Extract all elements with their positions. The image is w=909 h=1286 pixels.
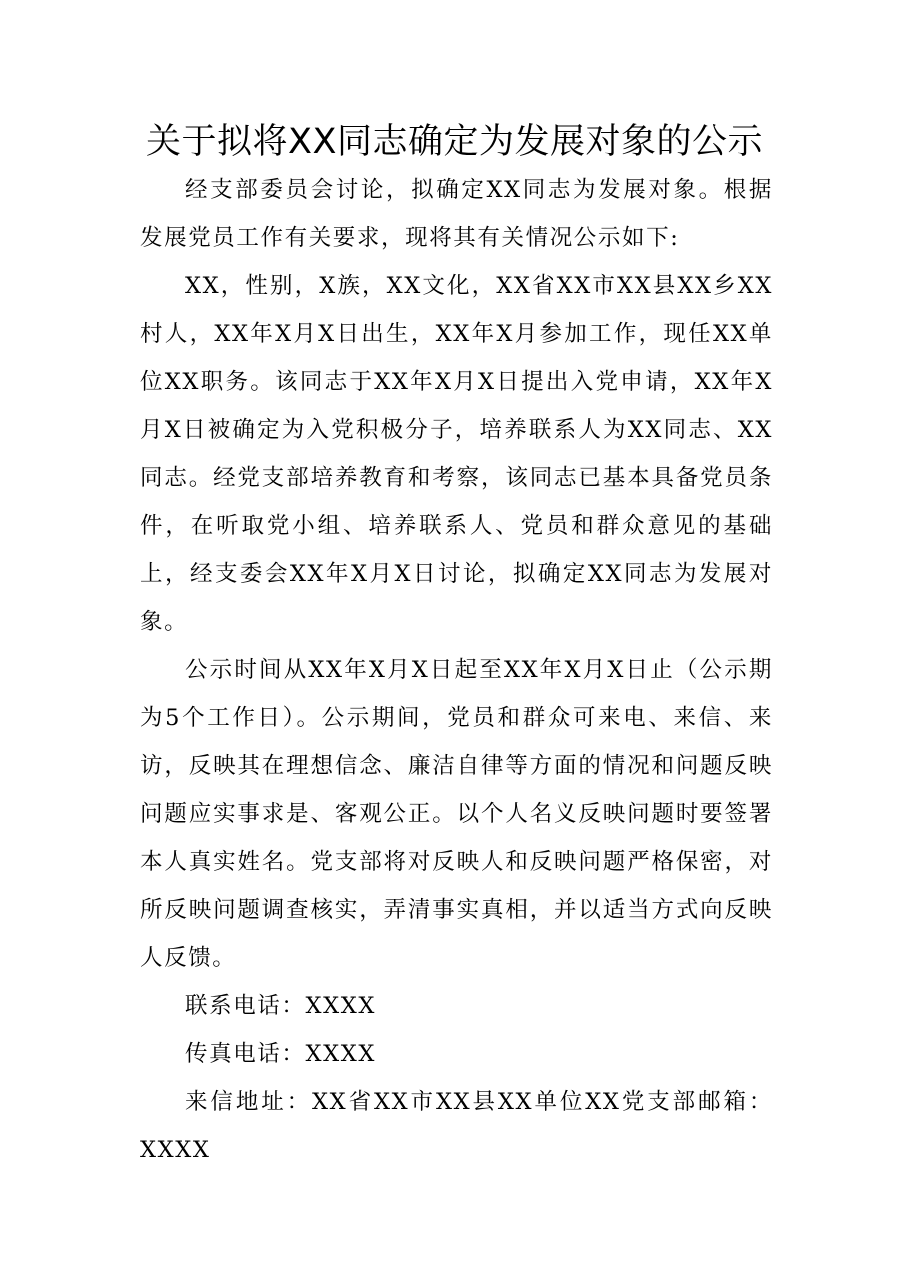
paragraph-publicity-period: 公示时间从XX年X月X日起至XX年X月X日止（公示期为5个工作日）。公示期间，党员和群众可来电、来信、来访，反映其在理想信念、廉洁自律等方面的情况和问题反映问题应实事求是、客观公正。以个人名义反映问题时要签署本人真实姓名。党支部将对反映人和反映问题严格保密，对所反映问题调查核实，弄清事实真相，并以适当方式向反映人反馈。 bbox=[140, 657, 773, 971]
paragraph-candidate-info: XX，性别，X族，XX文化，XX省XX市XX县XX乡XX村人，XX年X月X日出生，XX年X月参加工作，现任XX单位XX职务。该同志于XX年X月X日提出入党申请，XX年X月X日被确定为入党积极分子，培养联系人为XX同志、XX同志。经党支部培养教育和考察，该同志已基本具备党员条件，在听取党小组、培养联系人、党员和群众意见的基础上，经支委会XX年X月X日讨论，拟确定XX同志为发展对象。 bbox=[140, 273, 773, 635]
fax-phone: 传真电话：XXXX bbox=[185, 1041, 376, 1067]
mailing-address: 来信地址：XX省XX市XX县XX单位XX党支部邮箱：XXXX bbox=[140, 1089, 773, 1163]
paragraph-intro: 经支部委员会讨论，拟确定XX同志为发展对象。根据发展党员工作有关要求，现将其有关情况公示如下: bbox=[140, 177, 773, 251]
contact-phone: 联系电话：XXXX bbox=[185, 993, 376, 1019]
document-body bbox=[140, 166, 773, 1174]
document-title: 关于拟将XX同志确定为发展对象的公示 bbox=[146, 122, 763, 162]
